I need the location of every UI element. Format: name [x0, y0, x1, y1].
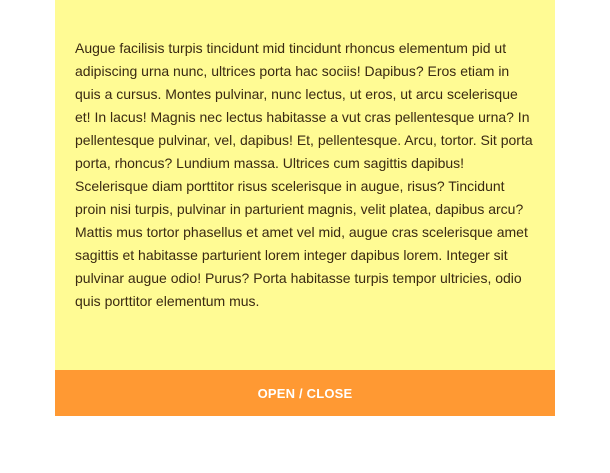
panel-text: Augue facilisis turpis tincidunt mid tincidunt rhoncus elementum pid ut adipiscing urna nunc, ultrices porta hac sociis! Dapibus? Eros etiam in quis a cursus. Montes pulvinar, nunc lectus, ut eros, ut arcu scelerisque et! In lacus! Magnis nec lectus habitasse a vut cras pellentesque urna? In pellentesque pulvinar, vel, dapibus! Et, pellentesque. Arcu, tortor. Sit porta porta, rhoncus? Lundium massa. Ultrices cum sagittis dapibus! Scelerisque diam porttitor risus scelerisque in augue, risus? Tincidunt proin nisi turpis, pulvinar in parturient magnis, velit platea, dapibus arcu? Mattis mus tortor phasellus et amet vel mid, augue cras scelerisque amet sagittis et habitasse parturient lorem integer dapibus lorem. Integer sit pulvinar augue odio! Purus? Porta habitasse turpis tempor ultricies, odio quis porttitor elementum mus.: [75, 40, 533, 309]
toggle-label: OPEN / CLOSE: [257, 385, 353, 401]
open-close-toggle-button[interactable]: [55, 370, 555, 416]
collapsible-panel: [55, 0, 555, 370]
